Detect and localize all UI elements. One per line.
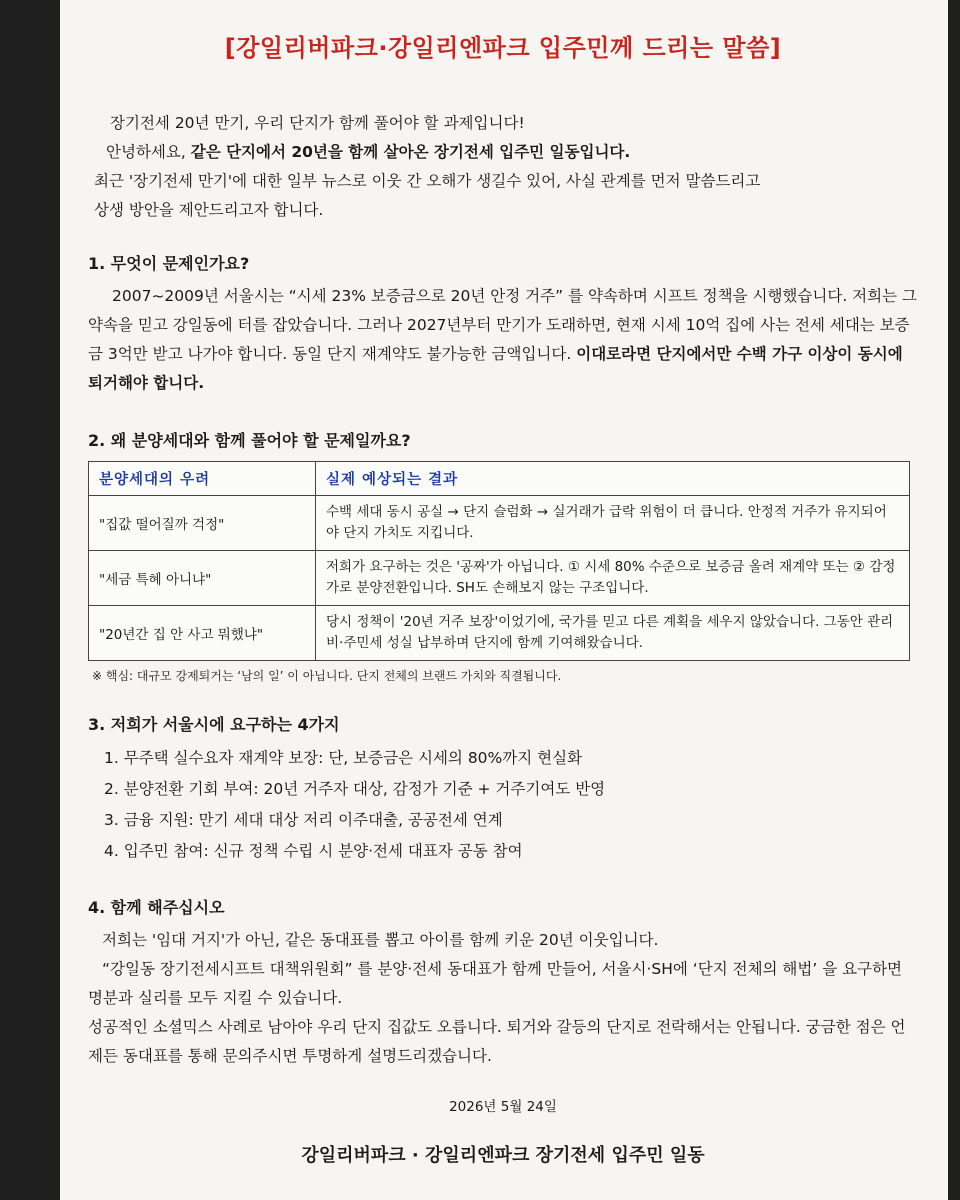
table-header-concern: 분양세대의 우려 (89, 462, 316, 496)
intro-line (88, 138, 918, 167)
demands-list (104, 743, 918, 867)
concerns-table (88, 461, 910, 661)
list-item: 3. 금융 지원: 만기 세대 대상 저리 이주대출, 공공전세 연계 (104, 811, 503, 829)
section2-heading: 2. 왜 분양세대와 함께 풀어야 할 문제일까요? (88, 431, 411, 450)
table-row (89, 551, 910, 606)
section4-paragraph: 저희는 '임대 거지'가 아닌, 같은 동대표를 뽑고 아이를 함께 키운 20년 이웃입니다. (102, 931, 659, 949)
section3-heading: 3. 저희가 서울시에 요구하는 4가지 (88, 715, 340, 734)
section4-paragraph: 성공적인 소셜믹스 사례로 남아야 우리 단지 집값도 오릅니다. 퇴거와 갈등의 단지로 전락해서는 안됩니다. 궁금한 점은 언제든 동대표를 통해 문의주시면 투명하게 설명드리겠습니다. (88, 1018, 906, 1065)
concern-cell: "세금 특혜 아니냐" (89, 551, 316, 606)
table-header-row (89, 462, 910, 496)
list-item: 1. 무주택 실수요자 재계약 보장: 단, 보증금은 시세의 80%까지 현실화 (104, 749, 583, 767)
table-note: ※ 핵심: 대규모 강제퇴거는 ‘남의 일’ 이 아닙니다. 단지 전체의 브랜드 가치와 직결됩니다. (92, 669, 562, 683)
section1-text: 2007~2009년 서울시는 “시세 23% 보증금으로 20년 안정 거주” 를 약속하며 시프트 정책을 시행했습니다. 저희는 그 약속을 믿고 강일동에 터를 잡았습니다. 그러나 2027년부터 만기가 도래하면, 현재 시세 10억 집에 사는 전세 세대는 보증금 3억만 받고 나가야 합니다. 동일 단지 재계약도 불가능한 금액입니다. (88, 287, 917, 363)
section4-body (88, 926, 918, 1071)
table-row (89, 496, 910, 551)
letter-page (60, 0, 948, 1200)
section1-heading: 1. 무엇이 문제인가요? (88, 254, 250, 273)
section1-bold-text: 이대로라면 단지에서만 수백 가구 이상이 동시에 퇴거해야 합니다. (88, 345, 903, 392)
intro (88, 109, 918, 225)
section4-paragraph: “강일동 장기전세시프트 대책위원회” 를 분양·전세 동대표가 함께 만들어, 서울시·SH에 ‘단지 전체의 해법’ 을 요구하면 명분과 실리를 모두 지킬 수 있습니다. (88, 960, 903, 1007)
intro-text: 안녕하세요, (106, 143, 191, 161)
intro-bold-text: 같은 단지에서 20년을 함께 살아온 장기전세 입주민 일동입니다. (190, 143, 631, 161)
concern-cell: "집값 떨어질까 걱정" (89, 496, 316, 551)
list-item: 4. 입주민 참여: 신규 정책 수립 시 분양·전세 대표자 공동 참여 (104, 842, 523, 860)
intro-line: 장기전세 20년 만기, 우리 단지가 함께 풀어야 할 과제입니다! (110, 114, 525, 132)
intro-line: 최근 '장기전세 만기'에 대한 일부 뉴스로 이웃 간 오해가 생길수 있어, 사실 관계를 먼저 말씀드리고 (94, 172, 761, 190)
table-header-result: 실제 예상되는 결과 (316, 462, 910, 496)
result-cell: 저희가 요구하는 것은 '공짜'가 아닙니다. ① 시세 80% 수준으로 보증금 올려 재계약 또는 ② 감정가로 분양전환입니다. SH도 손해보지 않는 구조입니다. (316, 551, 910, 606)
letter-date: 2026년 5월 24일 (449, 1099, 557, 1115)
section4-heading: 4. 함께 해주십시오 (88, 898, 225, 917)
table-row (89, 606, 910, 661)
letter-signature: 강일리버파크 · 강일리엔파크 장기전세 입주민 일동 (301, 1145, 705, 1166)
list-item: 2. 분양전환 기회 부여: 20년 거주자 대상, 감정가 기준 + 거주기여도 반영 (104, 780, 606, 798)
intro-line: 상생 방안을 제안드리고자 합니다. (94, 201, 324, 219)
section1-paragraph (88, 282, 918, 398)
result-cell: 수백 세대 동시 공실 → 단지 슬럼화 → 실거래가 급락 위험이 더 큽니다. 안정적 거주가 유지되어야 단지 가치도 지킵니다. (316, 496, 910, 551)
letter-title: [강일리버파크·강일리엔파크 입주민께 드리는 말씀] (224, 34, 782, 62)
concern-cell: "20년간 집 안 사고 뭐했냐" (89, 606, 316, 661)
result-cell: 당시 정책이 '20년 거주 보장'이었기에, 국가를 믿고 다른 계획을 세우지 않았습니다. 그동안 관리비·주민세 성실 납부하며 단지에 함께 기여해왔습니다. (316, 606, 910, 661)
